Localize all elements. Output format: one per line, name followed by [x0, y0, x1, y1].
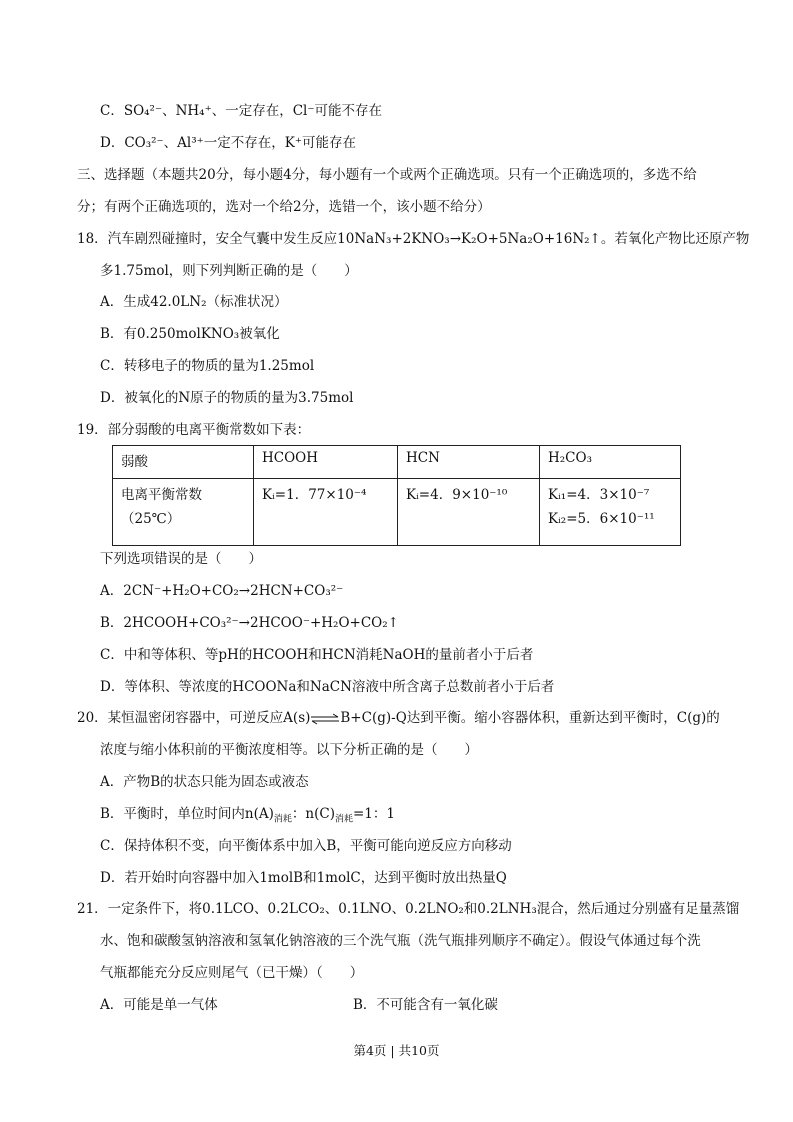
question-18-option-a: A．生成42.0LN₂（标准状况） [100, 294, 288, 310]
page-footer: 第4页 | 共10页 [353, 1043, 440, 1058]
question-20-line2: 浓度与缩小体积前的平衡浓度相等。以下分析正确的是（ ） [100, 742, 478, 758]
row-label-line1: 电离平衡常数 [121, 487, 202, 503]
question-20-option-c: C．保持体积不变，向平衡体系中加入B，平衡可能向逆反应方向移动 [100, 838, 512, 854]
section-3-intro-line2: 分；有两个正确选项的，选对一个给2分，选错一个，该小题不给分） [77, 199, 491, 215]
question-21-line1: 21．一定条件下，将0.1LCO、0.2LCO₂、0.1LNO、0.2LNO₂和0.2LNH₃混合，然后通过分别盛有足量蒸馏 [77, 901, 740, 917]
option-c-prev: C．SO₄²⁻、NH₄⁺、一定存在，Cl⁻可能不存在 [100, 103, 382, 119]
table-cell-h2co3 [540, 479, 681, 546]
question-20-option-b [100, 804, 395, 824]
k-h2co3-2: Kᵢ₂=5．6×10⁻¹¹ [548, 511, 655, 527]
question-18-line2: 多1.75mol，则下列判断正确的是（ ） [100, 263, 358, 279]
question-19-option-c: C．中和等体积、等pH的HCOOH和HCN消耗NaOH的量前者小于后者 [100, 647, 534, 663]
q20b-part1: B．平衡时，单位时间内n(A) [100, 806, 274, 822]
option-d-prev: D．CO₃²⁻、Al³⁺一定不存在，K⁺可能存在 [100, 135, 356, 151]
question-20-option-d: D．若开始时向容器中加入1molB和1molC，达到平衡时放出热量Q [100, 870, 507, 886]
question-20-line1 [77, 708, 720, 728]
table-header-acid: 弱酸 [113, 446, 254, 479]
question-21-option-b: B．不可能含有一氧化碳 [353, 997, 498, 1013]
q20b-sub1: 消耗 [273, 814, 292, 825]
table-header-hcooh: HCOOH [254, 446, 398, 479]
question-19-option-d: D．等体积、等浓度的HCOONa和NaCN溶液中所含离子总数前者小于后者 [100, 679, 555, 695]
question-21-option-a: A．可能是单一气体 [100, 997, 218, 1013]
table-row-label [113, 479, 254, 546]
row-label-line2: （25℃） [121, 511, 181, 527]
question-21-line2: 水、饱和碳酸氢钠溶液和氢氧化钠溶液的三个洗气瓶（洗气瓶排列顺序不确定）。假设气体通过每个洗 [100, 933, 701, 949]
q20b-sub2: 消耗 [334, 814, 353, 825]
acid-constant-table [112, 445, 681, 546]
table-header-hcn: HCN [398, 446, 540, 479]
question-18-option-c: C．转移电子的物质的量为1.25mol [100, 358, 315, 374]
k-h2co3-1: Kᵢ₁=4．3×10⁻⁷ [548, 487, 650, 503]
section-3-intro-line1: 三、选择题（本题共20分，每小题4分，每小题有一个或两个正确选项。只有一个正确选项的，多选不给 [77, 167, 697, 183]
q20b-part3: =1：1 [353, 806, 395, 822]
q20-part1: 20．某恒温密闭容器中，可逆反应A(s) [77, 710, 311, 726]
table-header-h2co3: H₂CO₃ [540, 446, 681, 479]
question-19-stem: 19．部分弱酸的电离平衡常数如下表： [77, 422, 311, 438]
question-21-line3: 气瓶都能充分反应则尾气（已干燥）（ ） [100, 965, 364, 981]
q20b-part2: ：n(C) [291, 806, 335, 822]
question-19-option-b: B．2HCOOH+CO₃²⁻→2HCOO⁻+H₂O+CO₂↑ [100, 615, 399, 631]
question-19-prompt: 下列选项错误的是（ ） [100, 551, 262, 567]
q20-part2: B+C(g)-Q达到平衡。缩小容器体积，重新达到平衡时，C(g)的 [340, 710, 720, 726]
question-18-option-d: D．被氧化的N原子的物质的量为3.75mol [100, 390, 354, 406]
table-cell-hcooh [254, 479, 398, 546]
equilibrium-arrow-icon [310, 708, 340, 728]
k-hcn: Kᵢ=4．9×10⁻¹⁰ [406, 487, 508, 503]
question-20-option-a: A．产物B的状态只能为固态或液态 [100, 774, 309, 790]
table-cell-hcn [398, 479, 540, 546]
question-18-option-b: B．有0.250molKNO₃被氧化 [100, 326, 280, 342]
question-18-line1: 18．汽车剧烈碰撞时，安全气囊中发生反应10NaN₃+2KNO₃→K₂O+5Na₂O+16N₂↑。若氧化产物比还原产物 [77, 231, 750, 247]
k-hcooh: Kᵢ=1．77×10⁻⁴ [262, 487, 367, 503]
question-19-option-a: A．2CN⁻+H₂O+CO₂→2HCN+CO₃²⁻ [100, 583, 344, 599]
